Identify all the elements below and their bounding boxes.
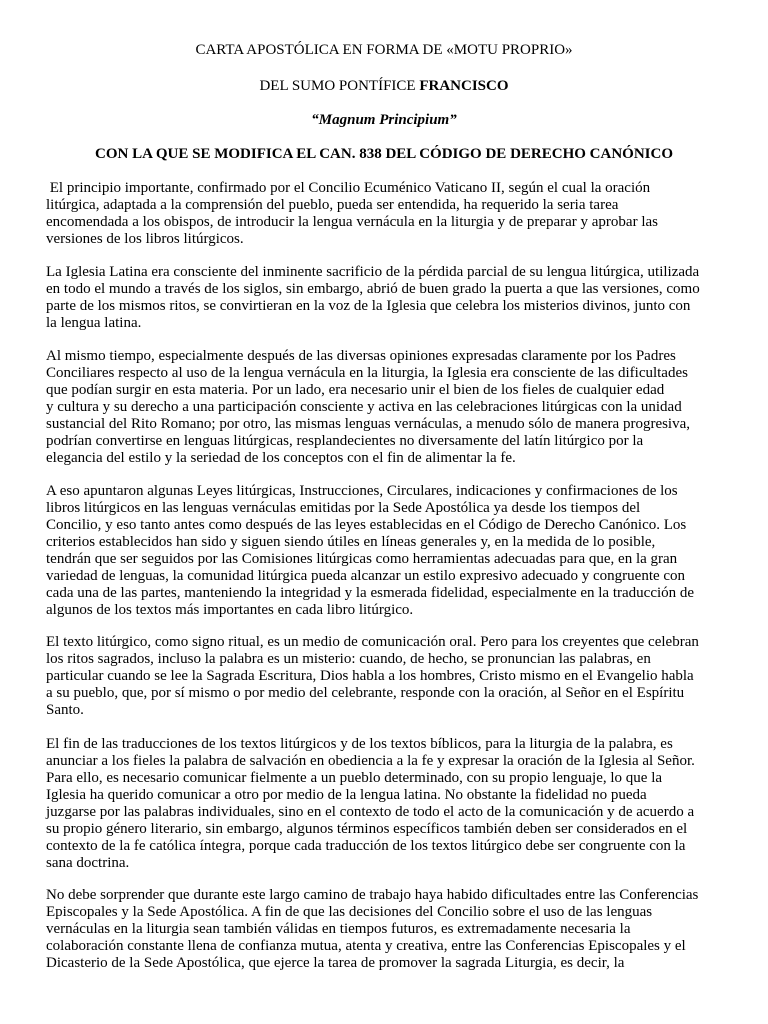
paragraph-line: variedad de lenguas, la comunidad litúrgica pueda alcanzar un estilo expresivo adecuado y congruente con bbox=[46, 568, 686, 584]
paragraph-line: El fin de las traducciones de los textos litúrgicos y de los textos bíblicos, para la liturgia de la palabra, es bbox=[46, 736, 673, 752]
paragraph-line: Iglesia ha querido comunicar a otro por medio de la lengua latina. No obstante la fidelidad no pueda bbox=[46, 787, 647, 803]
paragraph-line: particular cuando se lee la Sagrada Escritura, Dios habla a los hombres, Cristo mismo en el Evangelio habla bbox=[46, 668, 694, 684]
paragraph-line: sana doctrina. bbox=[46, 855, 130, 871]
paragraph-line: A eso apuntaron algunas Leyes litúrgicas, Instrucciones, Circulares, indicaciones y confirmaciones de los bbox=[46, 483, 678, 499]
paragraph-line: que podían surgir en esta materia. Por un lado, era necesario unir el bien de los fieles de cualquier edad bbox=[46, 382, 665, 398]
paragraph-7 bbox=[46, 887, 726, 972]
pope-name: FRANCISCO bbox=[419, 78, 509, 94]
paragraph-line: su propio género literario, sin embargo, algunos términos específicos también deben ser considerados en el bbox=[46, 821, 688, 837]
paragraph-line: Conciliares respecto al uso de la lengua vernácula en la liturgia, la Iglesia era consciente de las dificultades bbox=[46, 365, 688, 381]
paragraph-1 bbox=[46, 180, 726, 248]
paragraph-line: El texto litúrgico, como signo ritual, es un medio de comunicación oral. Pero para los creyentes que celebran bbox=[46, 634, 699, 650]
paragraph-line: criterios establecidos han sido y siguen siendo útiles en líneas generales y, en la medida de lo posible, bbox=[46, 534, 656, 550]
paragraph-line: anunciar a los fieles la palabra de salvación en obediencia a la fe y expresar la oración de la Iglesia al Señor. bbox=[46, 753, 695, 769]
paragraph-line: versiones de los libros litúrgicos. bbox=[46, 231, 244, 247]
paragraph-line: y cultura y su derecho a una participación consciente y activa en las celebraciones litúrgicas con la unidad bbox=[46, 399, 682, 415]
latin-title: “Magnum Principium” bbox=[311, 112, 457, 128]
paragraph-line: Santo. bbox=[46, 702, 84, 718]
paragraph-line: Episcopales y la Sede Apostólica. A fin de que las decisiones del Concilio sobre el uso de las lenguas bbox=[46, 904, 653, 920]
paragraph-line: Concilio, y eso tanto antes como después de las leyes establecidas en el Código de Derecho Canónico. Los bbox=[46, 517, 687, 533]
paragraph-line: tendrán que ser seguidos por las Comisiones litúrgicas como herramientas adecuadas para que, en la gran bbox=[46, 551, 678, 567]
paragraph-3 bbox=[46, 348, 726, 467]
paragraph-line: No debe sorprender que durante este largo camino de trabajo haya habido dificultades entre las Conferencias bbox=[46, 887, 699, 903]
pope-prefix: DEL SUMO PONTÍFICE bbox=[259, 78, 420, 94]
paragraph-2 bbox=[46, 264, 726, 332]
paragraph-line: La Iglesia Latina era consciente del inminente sacrificio de la pérdida parcial de su lengua litúrgica, utilizada bbox=[46, 264, 700, 280]
paragraph-line: sustancial del Rito Romano; por otro, las mismas lenguas vernáculas, a menudo sólo de manera progresiva, bbox=[46, 416, 691, 432]
paragraph-line: litúrgica, adaptada a la comprensión del pueblo, pueda ser entendida, ha requerido la seria tarea bbox=[46, 197, 619, 213]
paragraph-5 bbox=[46, 634, 726, 719]
paragraph-line: El principio importante, confirmado por el Concilio Ecuménico Vaticano II, según el cual la oración bbox=[46, 180, 651, 196]
paragraph-line: algunos de los textos más importantes en cada libro litúrgico. bbox=[46, 602, 414, 618]
paragraph-line: cada una de las partes, manteniendo la integridad y la esmerada fidelidad, especialmente en la traducción de bbox=[46, 585, 695, 601]
paragraph-line: a su pueblo, que, por sí mismo o por medio del celebrante, responde con la oración, al Señor en el Espíritu bbox=[46, 685, 685, 701]
paragraph-line: vernáculas en la liturgia sean también válidas en tiempos futuros, es extremadamente necesaria la bbox=[46, 921, 631, 937]
paragraph-line: colaboración constante llena de confianza mutua, atenta y creativa, entre las Conferencias Episcopales y el bbox=[46, 938, 686, 954]
paragraph-line: los ritos sagrados, incluso la palabra es un misterio: cuando, de hecho, se pronuncian las palabras, en bbox=[46, 651, 651, 667]
paragraph-line: juzgarse por las palabras individuales, sino en el contexto de todo el acto de la comunicación y de acuerdo a bbox=[46, 804, 695, 820]
pope-line bbox=[0, 78, 768, 95]
paragraph-line: encomendada a los obispos, de introducir la lengua vernácula en la liturgia y de preparar y aprobar las bbox=[46, 214, 658, 230]
paragraph-line: libros litúrgicos en las lenguas vernáculas emitidas por la Sede Apostólica ya desde los tiempos del bbox=[46, 500, 641, 516]
paragraph-line: en todo el mundo a través de los siglos, sin embargo, abrió de buen grado la puerta a que las versiones, como bbox=[46, 281, 700, 297]
paragraph-line: contexto de la fe católica íntegra, porque cada traducción de los textos litúrgico debe ser congruente con la bbox=[46, 838, 686, 854]
document-title: CARTA APOSTÓLICA EN FORMA DE «MOTU PROPRIO» bbox=[195, 42, 573, 58]
paragraph-4 bbox=[46, 483, 726, 619]
paragraph-line: Para ello, es necesario comunicar fielmente a un pueblo determinado, con su propio lenguaje, lo que la bbox=[46, 770, 663, 786]
paragraph-line: Al mismo tiempo, especialmente después de las diversas opiniones expresadas claramente por los Padres bbox=[46, 348, 676, 364]
paragraph-6 bbox=[46, 736, 726, 872]
paragraph-line: parte de los mismos ritos, se convirtieran en la voz de la Iglesia que celebra los misterios divinos, junto con bbox=[46, 298, 691, 314]
paragraph-line: podrían convertirse en lenguas litúrgicas, resplandecientes no diversamente del latín litúrgico por la bbox=[46, 433, 644, 449]
document-subject: CON LA QUE SE MODIFICA EL CAN. 838 DEL CÓDIGO DE DERECHO CANÓNICO bbox=[95, 146, 673, 162]
paragraph-line: Dicasterio de la Sede Apostólica, que ejerce la tarea de promover la sagrada Liturgia, es decir, la bbox=[46, 955, 625, 971]
paragraph-line: la lengua latina. bbox=[46, 315, 142, 331]
paragraph-line: elegancia del estilo y la seriedad de los conceptos con el fin de alimentar la fe. bbox=[46, 450, 516, 466]
